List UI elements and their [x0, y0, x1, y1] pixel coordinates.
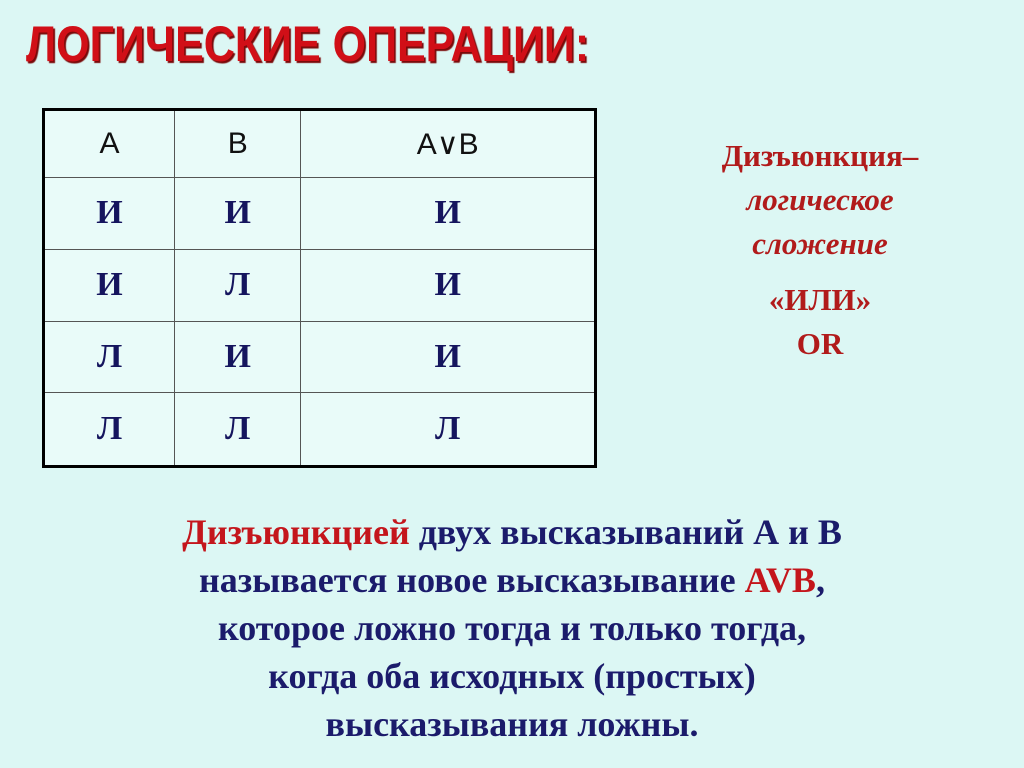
table-cell: И [301, 249, 596, 321]
table-cell: И [175, 321, 301, 393]
definition-formula: AVB [744, 560, 816, 600]
definition-line1 [20, 508, 1004, 556]
truth-table [42, 108, 597, 468]
side-russian-keyword: «ИЛИ» [768, 282, 872, 317]
column-header-a-or-b: A∨B [301, 110, 596, 178]
table-header-row [44, 110, 596, 178]
spacer [640, 266, 1000, 278]
table-row [44, 393, 596, 467]
table-cell: И [301, 178, 596, 250]
definition-line5: высказывания ложны. [325, 704, 699, 744]
side-caption [640, 134, 1000, 366]
definition-term: Дизъюнкцией [182, 512, 410, 552]
table-cell: Л [301, 393, 596, 467]
column-header-a: A [44, 110, 175, 178]
definition-paragraph [20, 508, 1004, 748]
table-row [44, 249, 596, 321]
table-row [44, 178, 596, 250]
page-title: ЛОГИЧЕСКИЕ ОПЕРАЦИИ: [26, 16, 590, 72]
side-english-keyword: OR [796, 326, 844, 361]
side-description-line2: сложение [752, 226, 888, 261]
table-cell: Л [44, 393, 175, 467]
table-row [44, 321, 596, 393]
definition-text: , [815, 560, 825, 600]
table-cell: Л [175, 393, 301, 467]
table-cell: Л [44, 321, 175, 393]
definition-line2 [20, 556, 1004, 604]
table-cell: И [44, 249, 175, 321]
table-cell: Л [175, 249, 301, 321]
table-cell: И [44, 178, 175, 250]
table-cell: И [175, 178, 301, 250]
side-term: Дизъюнкция– [721, 138, 919, 173]
definition-line3: которое ложно тогда и только тогда, [217, 608, 807, 648]
table-cell: И [301, 321, 596, 393]
definition-text: двух высказываний А и В [409, 512, 842, 552]
column-header-b: B [175, 110, 301, 178]
side-description-line1: логическое [746, 182, 894, 217]
definition-line4: когда оба исходных (простых) [268, 656, 756, 696]
definition-text: называется новое высказывание [199, 560, 745, 600]
